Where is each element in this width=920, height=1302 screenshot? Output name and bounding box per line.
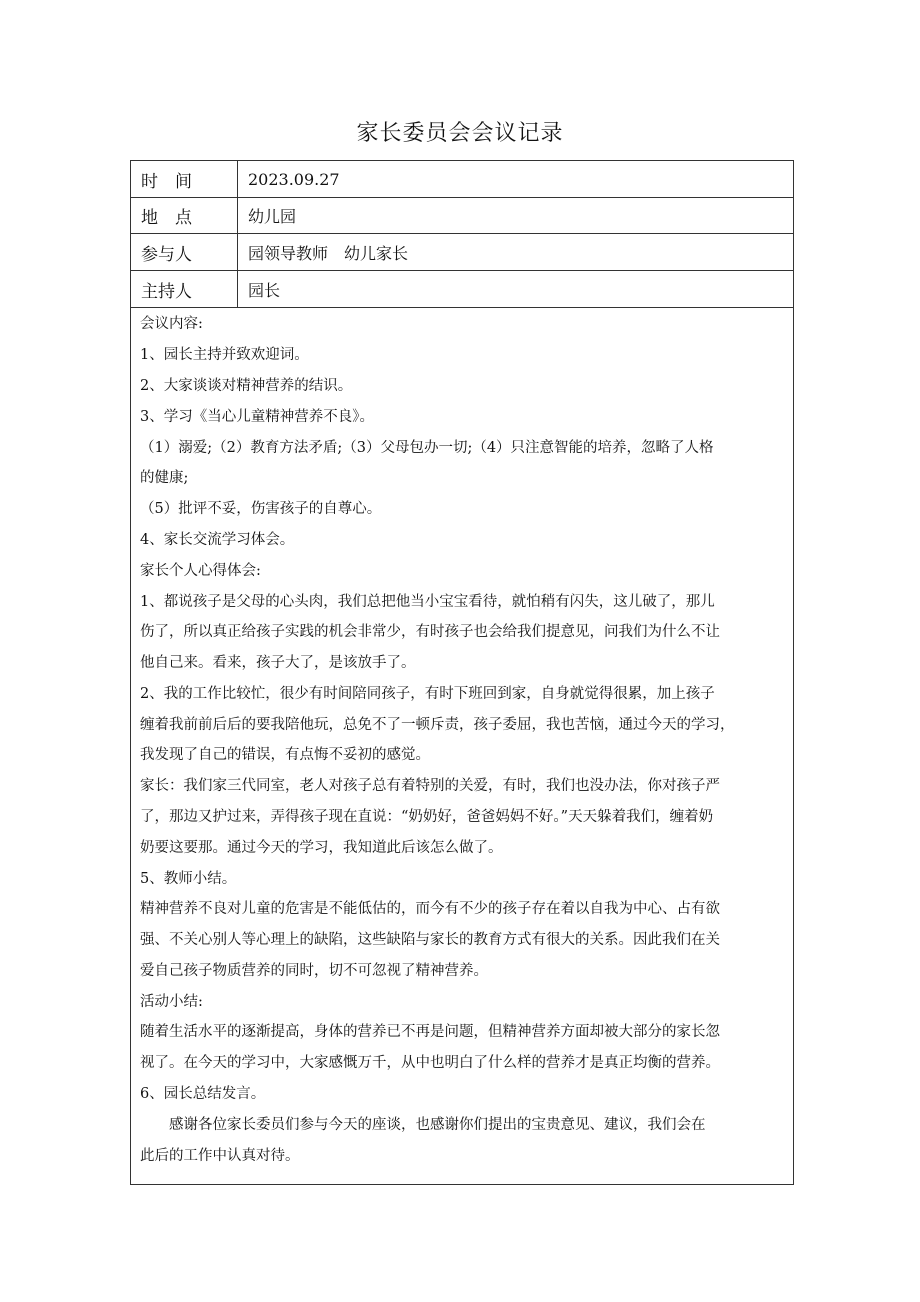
content-line: 强、不关心别人等心理上的缺陷，这些缺陷与家长的教育方式有很大的关系。因此我们在关 [140, 932, 720, 948]
content-line: 了，那边又护过来，弄得孩子现在直说：“奶奶好，爸爸妈妈不好。”天天躲着我们，缠着奶 [140, 809, 714, 825]
row-participants [131, 234, 793, 271]
row-host [131, 271, 793, 308]
content-line: 精神营养不良对儿童的危害是不能低估的，而今有不少的孩子存在着以自我为中心、占有欲 [140, 901, 720, 917]
row-location [131, 198, 793, 234]
value-participants: 园领导教师 幼儿家长 [248, 243, 409, 263]
content-line: 家长个人心得体会: [140, 563, 261, 579]
content-line: 视了。在今天的学习中，大家感慨万千，从中也明白了什么样的营养才是真正均衡的营养。 [140, 1055, 720, 1071]
content-line: 我发现了自己的错误，有点悔不妥初的感觉。 [140, 747, 430, 763]
value-location: 幼儿园 [248, 207, 297, 226]
label-location: 地 点 [131, 198, 238, 233]
content-line: 1、园长主持并致欢迎词。 [140, 347, 309, 363]
page-title: 家长委员会会议记录 [356, 121, 564, 146]
label-participants: 参与人 [131, 234, 238, 270]
content-line: 5、教师小结。 [140, 871, 237, 887]
content-line: 缠着我前前后后的要我陪他玩，总免不了一顿斥责，孩子委屈，我也苦恼，通过今天的学习， [140, 717, 735, 733]
meeting-record-table [130, 160, 794, 1185]
content-line: 感谢各位家长委员们参与今天的座谈，也感谢你们提出的宝贵意见、建议，我们会在 [140, 1117, 706, 1133]
content-line: （1）溺爱;（2）教育方法矛盾;（3）父母包办一切;（4）只注意智能的培养，忽略了人格 [140, 440, 714, 456]
label-time: 时 间 [131, 161, 238, 197]
row-time [131, 161, 793, 198]
content-line: 4、家长交流学习体会。 [140, 532, 295, 548]
content-line: 伤了，所以真正给孩子实践的机会非常少，有时孩子也会给我们提意见，问我们为什么不让 [140, 624, 720, 640]
content-line: 的健康; [140, 470, 189, 486]
label-host: 主持人 [131, 271, 238, 307]
content-line: 此后的工作中认真对待。 [140, 1148, 300, 1164]
content-line: 3、学习《当心儿童精神营养不良》。 [140, 409, 374, 425]
content-line: 他自己来。看来，孩子大了，是该放手了。 [140, 655, 416, 671]
content-line: （5）批评不妥，伤害孩子的自尊心。 [140, 501, 382, 517]
content-line: 会议内容: [140, 316, 203, 332]
content-line: 奶要这要那。通过今天的学习，我知道此后该怎么做了。 [140, 840, 503, 856]
content-line: 家长：我们家三代同室，老人对孩子总有着特别的关爱，有时，我们也没办法，你对孩子严 [140, 778, 720, 794]
content-line: 活动小结: [140, 994, 203, 1010]
content-line: 随着生活水平的逐渐提高，身体的营养已不再是问题，但精神营养方面却被大部分的家长忽 [140, 1024, 720, 1040]
content-line: 2、我的工作比较忙，很少有时间陪同孩子，有时下班回到家，自身就觉得很累，加上孩子 [140, 686, 715, 702]
value-host: 园长 [248, 280, 281, 300]
content-line: 爱自己孩子物质营养的同时，切不可忽视了精神营养。 [140, 963, 488, 979]
content-line: 2、大家谈谈对精神营养的结识。 [140, 378, 353, 394]
content-line: 6、园长总结发言。 [140, 1086, 266, 1102]
content-line: 1、都说孩子是父母的心头肉，我们总把他当小宝宝看待，就怕稍有闪失，这儿破了，那儿 [140, 594, 715, 610]
value-time: 2023.09.27 [248, 169, 340, 189]
